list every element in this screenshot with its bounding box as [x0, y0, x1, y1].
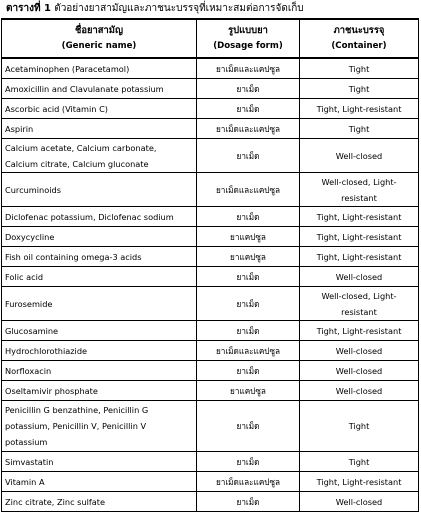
- header-english-label: (Generic name): [61, 41, 137, 51]
- generic-name-text: Oseltamivir phosphate: [5, 385, 98, 396]
- generic-name-text: Diclofenac potassium, Diclofenac sodium: [5, 211, 174, 222]
- cell-dosage-form: ยาเม็ดและแคปซูล: [197, 58, 300, 79]
- cell-container: [300, 207, 419, 227]
- cell-container: [300, 341, 419, 361]
- cell-dosage-form: ยาเม็ด: [197, 139, 300, 173]
- header-dosage-form: [197, 19, 300, 58]
- table-row: [2, 401, 419, 452]
- table-row: [2, 99, 419, 119]
- generic-name-text: potassium: [5, 437, 48, 447]
- header-thai-label: ภาชนะบรรจุ: [333, 25, 385, 36]
- cell-dosage-form: ยาเม็ด: [197, 267, 300, 287]
- cell-generic-name: [2, 247, 197, 267]
- cell-container: [300, 492, 419, 512]
- table-row: [2, 492, 419, 512]
- container-text: Tight: [348, 123, 370, 134]
- container-text: Tight: [348, 421, 370, 431]
- container-text: Well-closed, Light-: [321, 176, 397, 187]
- cell-container: [300, 287, 419, 321]
- container-text: Well-closed: [335, 365, 383, 376]
- container-text: resistant: [341, 306, 377, 317]
- header-english-label: (Dosage form): [213, 41, 283, 51]
- generic-name-text: Doxycycline: [5, 231, 55, 242]
- cell-container: [300, 401, 419, 452]
- generic-name-text: Norfloxacin: [5, 365, 52, 376]
- generic-name-text: Hydrochlorothiazide: [5, 345, 88, 356]
- container-text: Tight, Light-resistant: [316, 251, 402, 262]
- cell-generic-name: [2, 119, 197, 139]
- generic-name-text: Penicillin G benzathine, Penicillin G: [5, 405, 149, 415]
- cell-generic-name: [2, 139, 197, 173]
- cell-generic-name: [2, 287, 197, 321]
- container-text: Well-closed: [335, 271, 383, 282]
- container-text: Tight: [348, 83, 370, 94]
- cell-dosage-form: ยาเม็ดและแคปซูล: [197, 173, 300, 207]
- cell-generic-name: [2, 227, 197, 247]
- cell-generic-name: [2, 173, 197, 207]
- container-text: Well-closed: [335, 345, 383, 356]
- header-thai-label: รูปแบบยา: [228, 25, 268, 36]
- header-generic-name: [2, 19, 197, 58]
- container-text: Well-closed: [335, 150, 383, 161]
- generic-name-text: Aspirin: [5, 123, 34, 134]
- cell-container: [300, 119, 419, 139]
- container-text: Tight, Light-resistant: [316, 103, 402, 114]
- table-row: [2, 79, 419, 99]
- cell-container: [300, 267, 419, 287]
- generic-name-text: potassium, Penicillin V, Penicillin V: [5, 421, 147, 431]
- cell-container: [300, 58, 419, 79]
- container-text: Tight, Light-resistant: [316, 325, 402, 336]
- container-text: Well-closed: [335, 385, 383, 396]
- cell-container: [300, 139, 419, 173]
- header-english-label: (Container): [331, 41, 387, 51]
- generic-name-text: Folic acid: [5, 271, 44, 282]
- table-row: [2, 287, 419, 321]
- container-text: Tight: [348, 63, 370, 74]
- cell-generic-name: [2, 472, 197, 492]
- cell-container: [300, 173, 419, 207]
- generic-name-text: Glucosamine: [5, 325, 59, 336]
- cell-generic-name: [2, 267, 197, 287]
- cell-generic-name: [2, 99, 197, 119]
- cell-generic-name: [2, 361, 197, 381]
- table-body: [2, 58, 419, 512]
- cell-generic-name: [2, 452, 197, 472]
- table-row: [2, 173, 419, 207]
- cell-generic-name: [2, 58, 197, 79]
- table-header: [2, 19, 419, 58]
- cell-dosage-form: ยาเม็ด: [197, 79, 300, 99]
- cell-dosage-form: ยาแคปซูล: [197, 227, 300, 247]
- caption-label: ตารางที่ 1: [6, 3, 52, 14]
- container-text: Tight, Light-resistant: [316, 476, 402, 487]
- header-container: [300, 19, 419, 58]
- table-row: [2, 267, 419, 287]
- cell-container: [300, 361, 419, 381]
- cell-container: [300, 472, 419, 492]
- cell-generic-name: [2, 79, 197, 99]
- cell-container: [300, 247, 419, 267]
- table-row: [2, 58, 419, 79]
- cell-generic-name: [2, 207, 197, 227]
- cell-dosage-form: ยาเม็ด: [197, 401, 300, 452]
- generic-name-text: Fish oil containing omega-3 acids: [5, 251, 142, 262]
- cell-container: [300, 227, 419, 247]
- cell-container: [300, 381, 419, 401]
- container-text: Tight, Light-resistant: [316, 231, 402, 242]
- cell-dosage-form: ยาเม็ด: [197, 99, 300, 119]
- caption-text: ตัวอย่างยาสามัญและภาชนะบรรจุที่เหมาะสมต่อการจัดเก็บ: [51, 3, 304, 14]
- table-row: [2, 247, 419, 267]
- generic-drug-table: [1, 18, 419, 512]
- generic-name-text: Calcium acetate, Calcium carbonate,: [5, 142, 157, 153]
- cell-generic-name: [2, 321, 197, 341]
- cell-dosage-form: ยาเม็ดและแคปซูล: [197, 119, 300, 139]
- cell-generic-name: [2, 401, 197, 452]
- generic-name-text: Amoxicillin and Clavulanate potassium: [5, 83, 164, 94]
- table-caption: [6, 3, 304, 15]
- cell-dosage-form: ยาเม็ด: [197, 321, 300, 341]
- cell-container: [300, 99, 419, 119]
- table-row: [2, 341, 419, 361]
- table-row: [2, 361, 419, 381]
- generic-name-text: Zinc citrate, Zinc sulfate: [5, 496, 106, 507]
- generic-name-text: Vitamin A: [5, 476, 45, 487]
- generic-name-text: Simvastatin: [5, 456, 54, 467]
- table-row: [2, 207, 419, 227]
- table-row: [2, 452, 419, 472]
- cell-generic-name: [2, 341, 197, 361]
- cell-container: [300, 452, 419, 472]
- container-text: Well-closed, Light-: [321, 290, 397, 301]
- container-text: resistant: [341, 192, 377, 203]
- generic-name-text: Furosemide: [5, 298, 53, 309]
- cell-dosage-form: ยาเม็ด: [197, 492, 300, 512]
- generic-name-text: Acetaminophen (Paracetamol): [5, 63, 130, 74]
- cell-container: [300, 79, 419, 99]
- cell-dosage-form: ยาเม็ดและแคปซูล: [197, 472, 300, 492]
- cell-dosage-form: ยาเม็ด: [197, 452, 300, 472]
- cell-dosage-form: ยาแคปซูล: [197, 381, 300, 401]
- container-text: Tight: [348, 456, 370, 467]
- cell-dosage-form: ยาแคปซูล: [197, 247, 300, 267]
- cell-dosage-form: ยาเม็ดและแคปซูล: [197, 341, 300, 361]
- table-row: [2, 227, 419, 247]
- table-row: [2, 381, 419, 401]
- generic-name-text: Curcuminoids: [5, 184, 61, 195]
- container-text: Tight, Light-resistant: [316, 211, 402, 222]
- cell-container: [300, 321, 419, 341]
- header-thai-label: ชื่อยาสามัญ: [75, 25, 123, 36]
- generic-name-text: Calcium citrate, Calcium gluconate: [5, 158, 149, 169]
- table-row: [2, 321, 419, 341]
- table-row: [2, 139, 419, 173]
- table-row: [2, 119, 419, 139]
- table-row: [2, 472, 419, 492]
- cell-dosage-form: ยาเม็ด: [197, 361, 300, 381]
- generic-name-text: Ascorbic acid (Vitamin C): [5, 103, 108, 114]
- cell-generic-name: [2, 381, 197, 401]
- container-text: Well-closed: [335, 496, 383, 507]
- header-row: [2, 19, 419, 58]
- cell-generic-name: [2, 492, 197, 512]
- cell-dosage-form: ยาเม็ด: [197, 207, 300, 227]
- cell-dosage-form: ยาเม็ด: [197, 287, 300, 321]
